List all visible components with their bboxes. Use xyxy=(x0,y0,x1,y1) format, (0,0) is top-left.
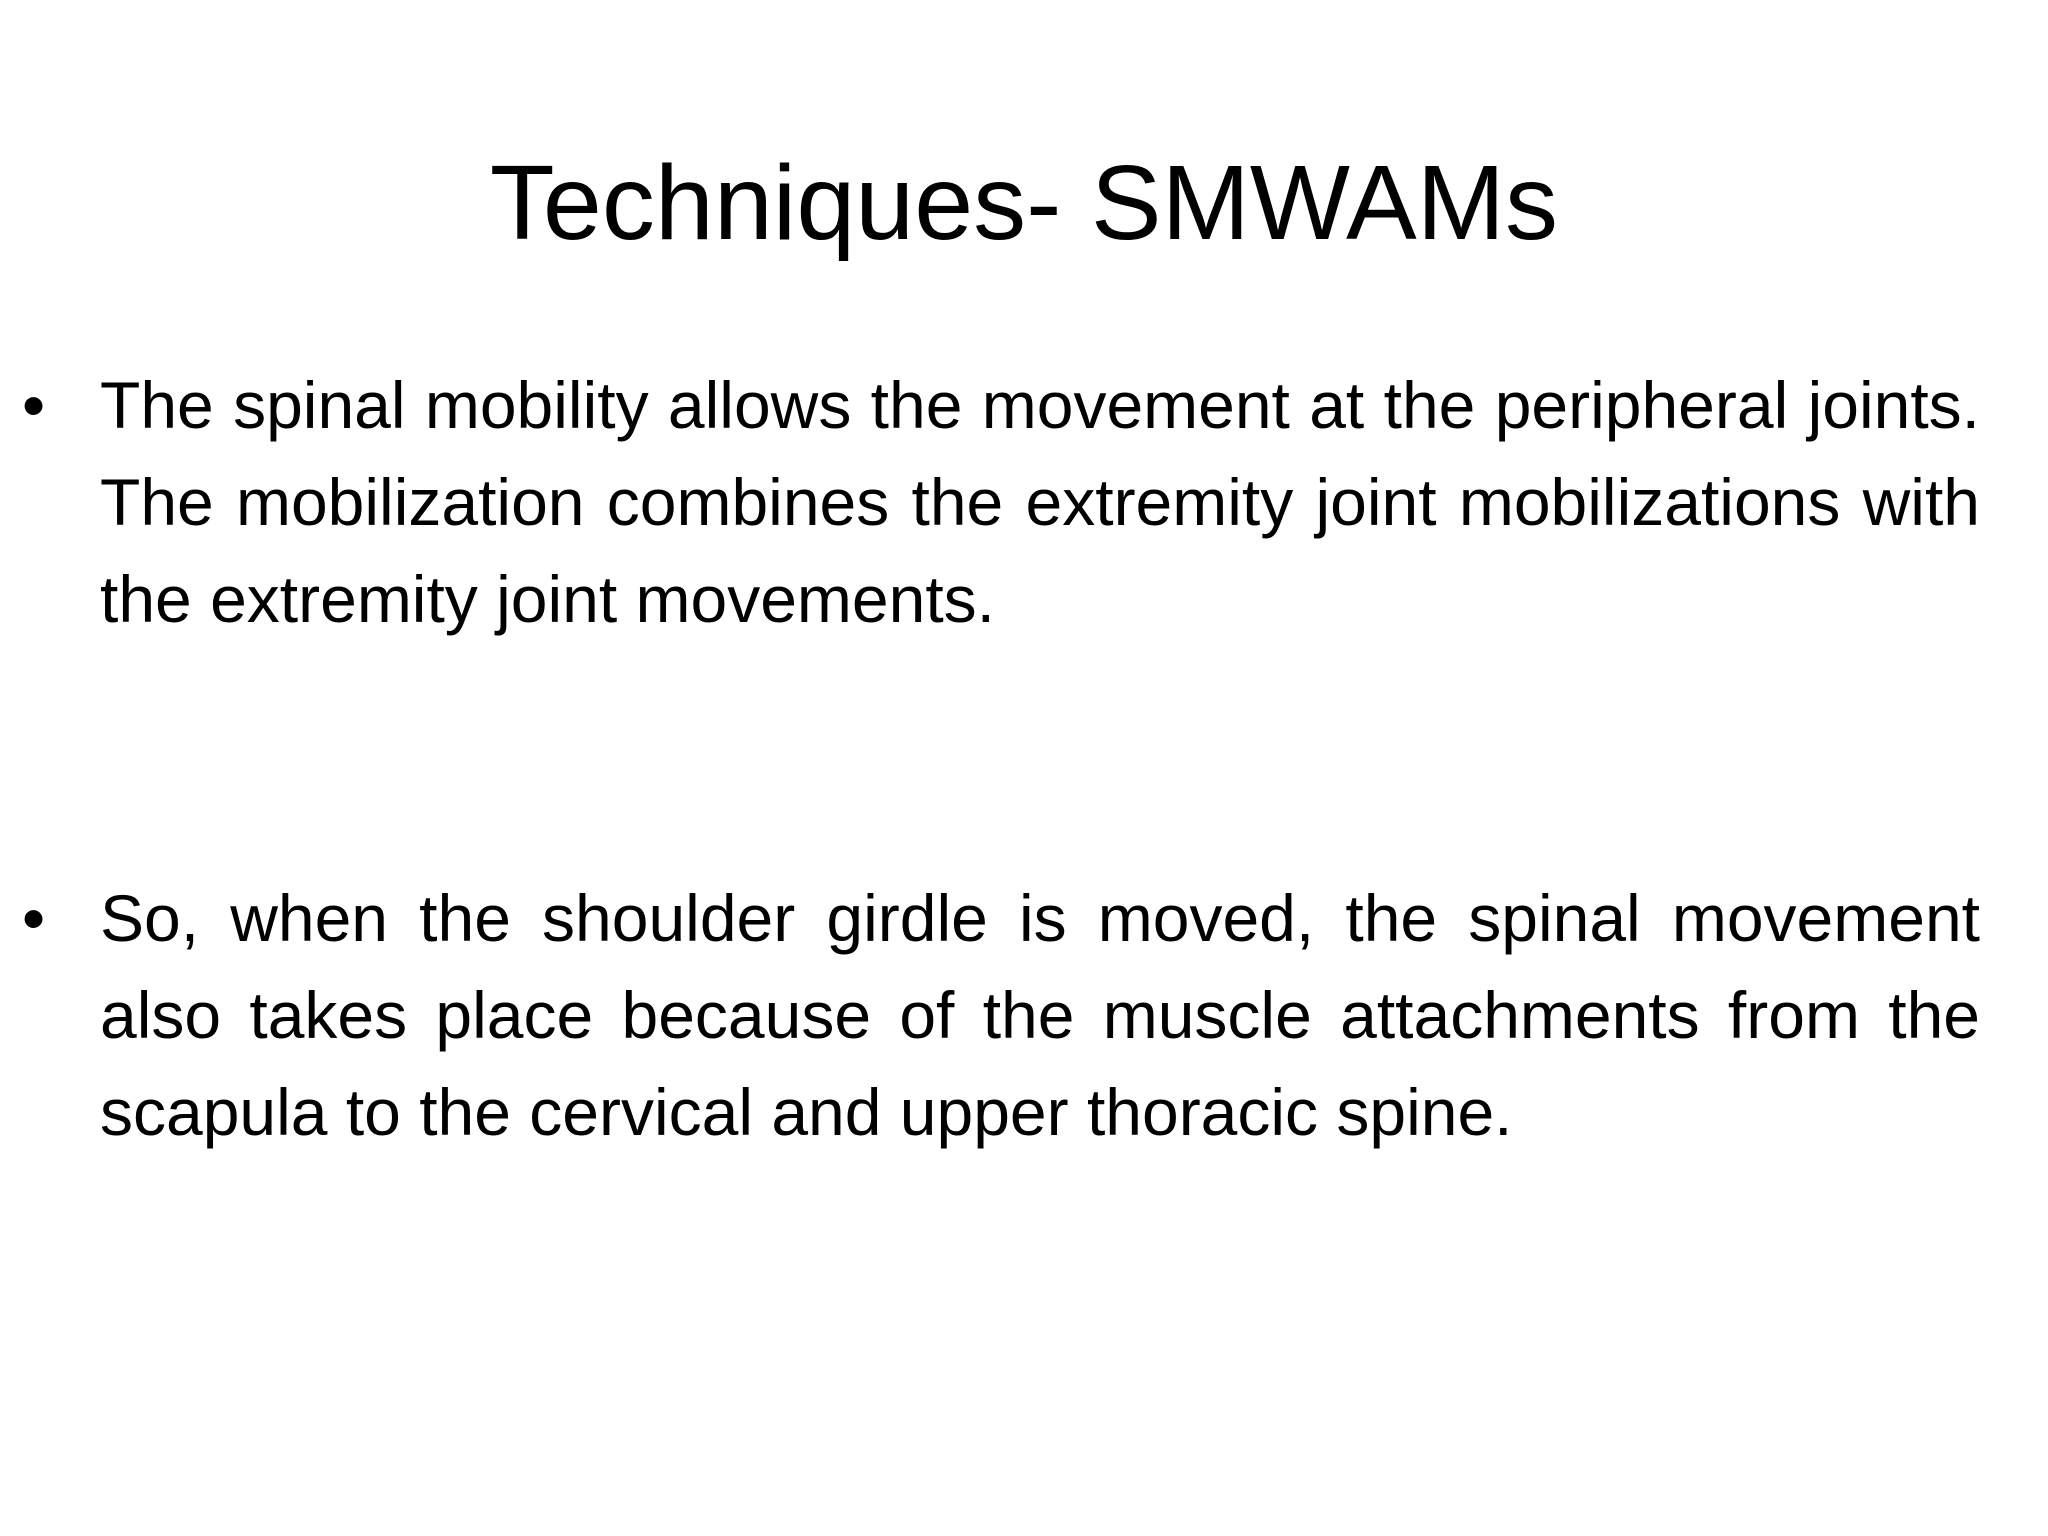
bullet-dot-icon: • xyxy=(22,368,46,442)
bullet-text: So, when the shoulder girdle is moved, the spinal movement also takes place because of the muscle attachments from the scapula to the cervical and upper thoracic spine. xyxy=(100,881,1980,1149)
bullet-item xyxy=(22,870,1980,1161)
bullet-dot-icon: • xyxy=(22,881,46,955)
bullet-text: The spinal mobility allows the movement at the peripheral joints. The mobilization combines the extremity joint mobilizations with the extremity joint movements. xyxy=(100,368,1980,636)
slide-title: Techniques- SMWAMs xyxy=(489,144,1559,262)
bullet-item xyxy=(22,357,1980,648)
